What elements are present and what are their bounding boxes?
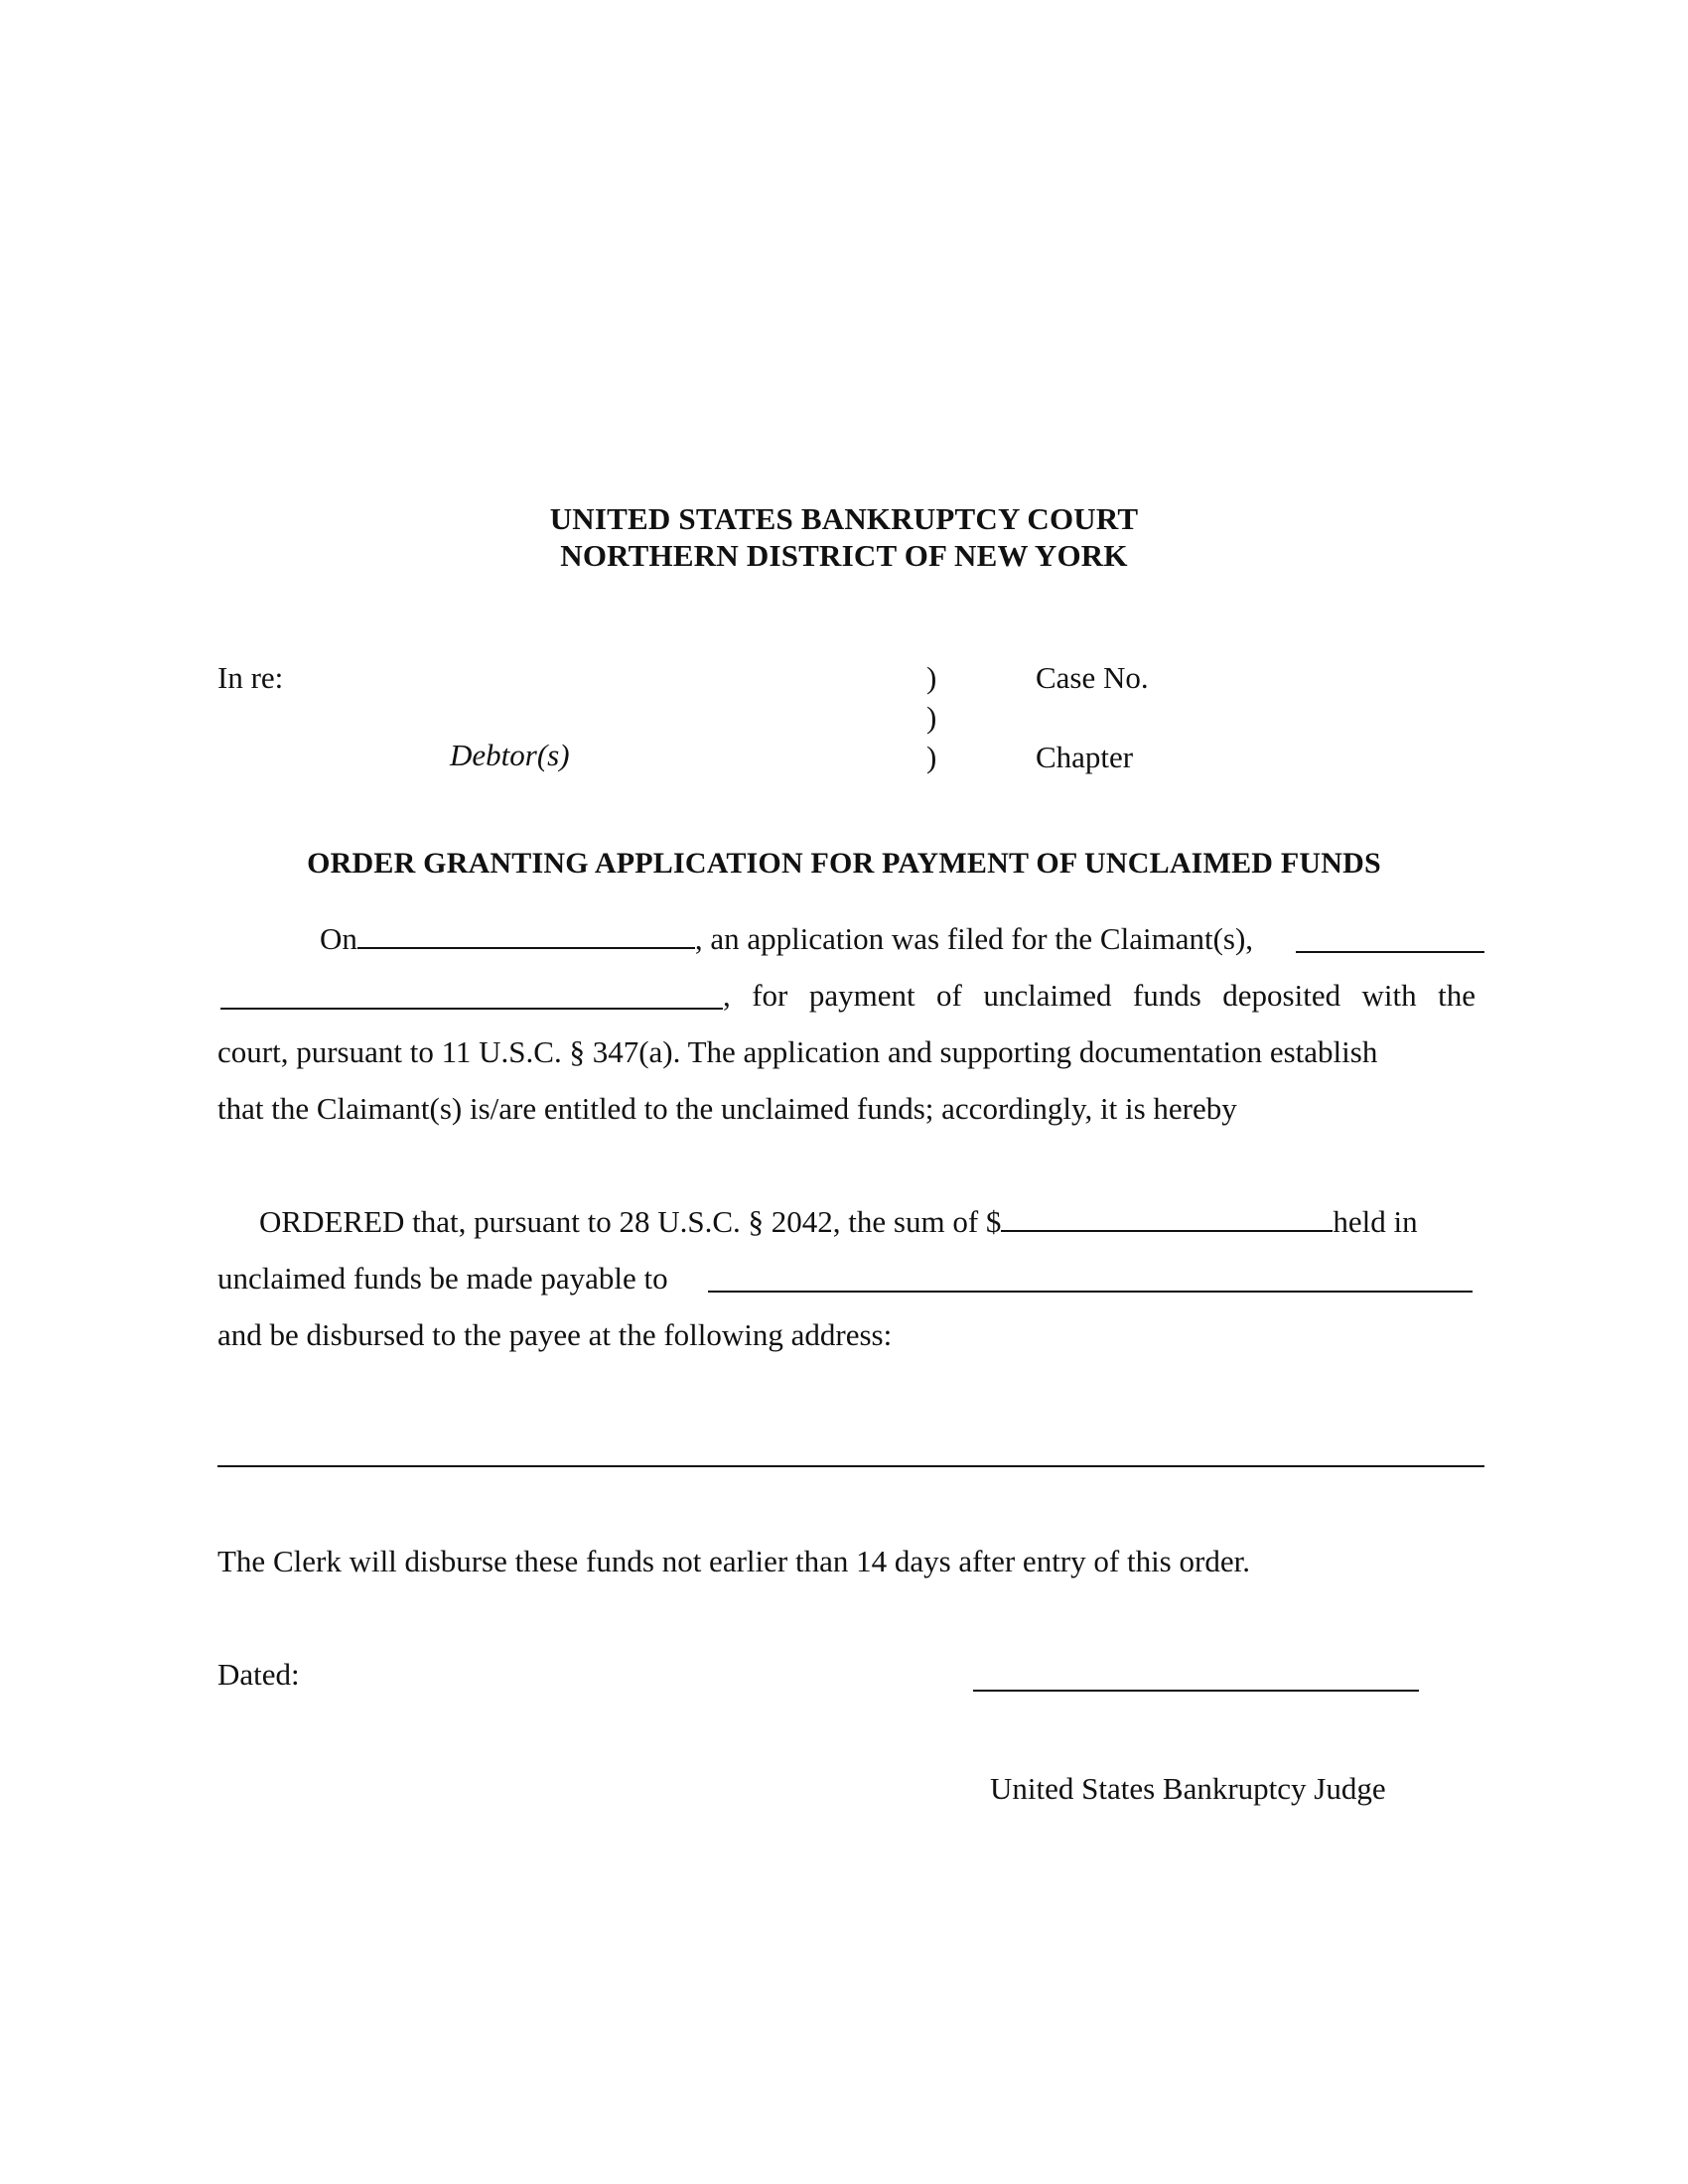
claimant-name-field-2[interactable] <box>220 1008 723 1010</box>
court-district: NORTHERN DISTRICT OF NEW YORK <box>560 538 1128 573</box>
ordered-text: ORDERED that, pursuant to 28 U.S.C. § 2042, the sum of $ <box>259 1204 1002 1239</box>
filing-date-field[interactable] <box>357 946 695 949</box>
recital-line-1 <box>320 921 1253 957</box>
chapter-label: Chapter <box>1036 740 1134 774</box>
caption-paren-3: ) <box>926 740 937 774</box>
amount-field[interactable] <box>1001 1229 1333 1232</box>
clerk-note: The Clerk will disburse these funds not earlier than 14 days after entry of this order. <box>217 1544 1250 1578</box>
order-title: ORDER GRANTING APPLICATION FOR PAYMENT OF UNCLAIMED FUNDS <box>307 847 1381 880</box>
on-label: On <box>320 921 357 956</box>
held-in-text: held in <box>1333 1204 1418 1239</box>
judge-signature-line[interactable] <box>973 1690 1419 1692</box>
ordered-line-1 <box>259 1204 1418 1240</box>
for-payment-text: , for payment of unclaimed funds deposited with the <box>723 978 1476 1013</box>
payee-field[interactable] <box>708 1291 1473 1293</box>
debtor-label: Debtor(s) <box>450 738 570 772</box>
caption-paren-2: ) <box>926 700 937 735</box>
case-number-label: Case No. <box>1036 660 1149 695</box>
judge-title: United States Bankruptcy Judge <box>990 1771 1386 1806</box>
dated-label: Dated: <box>217 1657 300 1692</box>
disbursed-text: and be disbursed to the payee at the following address: <box>217 1317 893 1352</box>
court-name: UNITED STATES BANKRUPTCY COURT <box>549 501 1139 536</box>
payee-address-field[interactable] <box>217 1465 1484 1467</box>
claimant-name-field-1[interactable] <box>1296 951 1484 953</box>
caption-paren-1: ) <box>926 660 937 695</box>
in-re-label: In re: <box>217 660 284 695</box>
filed-text: , an application was filed for the Claimant(s), <box>694 921 1254 956</box>
recital-line-4: that the Claimant(s) is/are entitled to the unclaimed funds; accordingly, it is hereby <box>217 1091 1237 1126</box>
payable-to-text: unclaimed funds be made payable to <box>217 1261 668 1296</box>
recital-line-3: court, pursuant to 11 U.S.C. § 347(a). The application and supporting documentation establish <box>217 1034 1378 1069</box>
